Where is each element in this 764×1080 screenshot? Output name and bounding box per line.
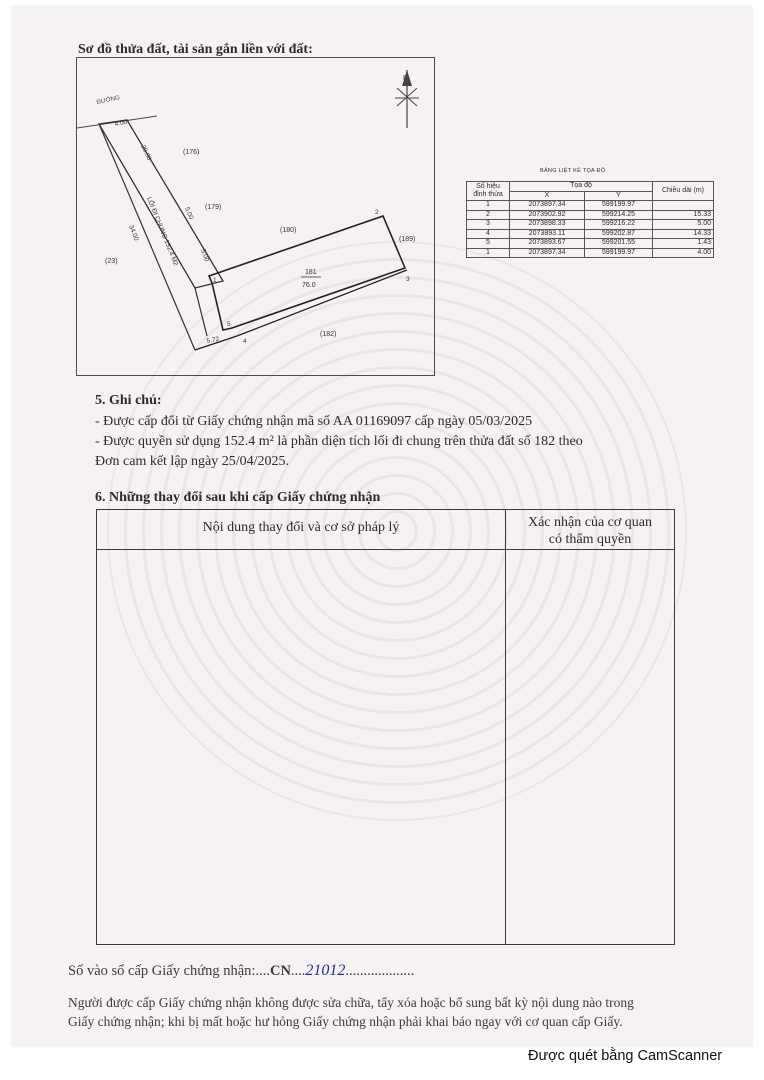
cell-x: 2073898.33 (510, 220, 585, 230)
coord-header-length: Chiều dài (m) (653, 182, 714, 201)
edge-side-length-2: 5.00 (183, 206, 195, 221)
edge-side-length-1: 20.00 (139, 143, 153, 162)
changes-header-content: Nội dung thay đổi và cơ sở pháp lý (202, 520, 400, 535)
compass-letter: B (403, 75, 408, 82)
coord-table (466, 181, 714, 258)
vertex-4: 4 (243, 338, 247, 345)
vertex-3: 3 (406, 276, 410, 283)
neighbor-179: (179) (205, 204, 222, 211)
road-label: ĐƯỜNG (96, 95, 121, 106)
neighbor-189: (189) (399, 236, 416, 243)
cell-y: 599199.97 (584, 201, 652, 211)
neighbor-180: (180) (280, 227, 297, 234)
coord-header-y: Y (584, 191, 652, 201)
changes-table (96, 509, 675, 945)
cell-y: 599202.87 (584, 229, 652, 239)
cell-length: 15.33 (653, 210, 714, 220)
cell-length: 4.00 (653, 248, 714, 258)
warning-line-1: Người được cấp Giấy chứng nhận không được sửa chữa, tẩy xóa hoặc bổ sung bất kỳ nội dung nào trong (68, 995, 634, 1010)
cell-point: 2 (467, 210, 510, 220)
cell-x: 2073893.67 (510, 239, 585, 249)
cell-length: 1.43 (653, 239, 714, 249)
changes-header-confirm-line-1: Xác nhận của cơ quan (527, 515, 652, 530)
table-row (467, 239, 714, 249)
edge-side-length-4: 34.00 (127, 224, 140, 242)
table-row (467, 229, 714, 239)
vertex-5: 5 (227, 321, 231, 328)
parcel-map-drawing (77, 58, 434, 375)
cell-length: 5.00 (653, 220, 714, 230)
parcel-map (76, 57, 435, 376)
cell-length (653, 201, 714, 211)
coord-header-x: X (510, 191, 585, 201)
cell-x: 2073897.34 (510, 201, 585, 211)
coord-header-coord: Tọa độ (510, 182, 653, 192)
note-line-1: - Được cấp đổi từ Giấy chứng nhận mã số AA 01169097 cấp ngày 05/03/2025 (95, 414, 533, 429)
cell-point: 1 (467, 248, 510, 258)
registry-label: Số vào sổ cấp Giấy chứng nhận:.... (68, 963, 270, 979)
scanner-watermark: Được quét bằng CamScanner (528, 1048, 723, 1064)
registry-code: CN (269, 963, 291, 979)
registry-dots-1: .... (290, 963, 306, 979)
cell-x: 2073893.11 (510, 229, 585, 239)
changes-title: 6. Những thay đổi sau khi cấp Giấy chứng nhận (95, 490, 381, 505)
table-row (467, 220, 714, 230)
vertex-2: 2 (375, 209, 379, 216)
neighbor-176: (176) (183, 149, 200, 156)
section-4-title: Sơ đồ thửa đất, tài sản gắn liền với đất: (78, 42, 313, 57)
cell-y: 599201.55 (584, 239, 652, 249)
registry-dots-2: ................... (345, 963, 415, 979)
cell-point: 5 (467, 239, 510, 249)
vertex-1: 1 (213, 277, 217, 284)
cell-y: 599199.97 (584, 248, 652, 258)
cell-point: 4 (467, 229, 510, 239)
edge-top-length: 4.00 (114, 118, 128, 128)
north-arrow-icon (395, 70, 419, 128)
cell-x: 2073902.92 (510, 210, 585, 220)
note-line-3: Đơn cam kết lập ngày 25/04/2025. (95, 454, 290, 469)
table-row (467, 248, 714, 258)
registry-line (68, 962, 414, 980)
path-label: LỐI ĐI CHUNG 152.4 M2 (145, 196, 180, 267)
coord-table-title: BẢNG LIỆT KÊ TỌA ĐỘ (540, 168, 606, 174)
cell-length: 14.33 (653, 229, 714, 239)
edge-side-length-3: 5.00 (199, 248, 211, 263)
parcel-number: 181 (305, 269, 317, 276)
cell-y: 599216.22 (584, 220, 652, 230)
parcel-area: 76.0 (302, 282, 316, 289)
edge-bottom-length: 5.72 (206, 335, 220, 345)
table-row (467, 210, 714, 220)
cell-x: 2073897.34 (510, 248, 585, 258)
table-row (467, 201, 714, 211)
cell-y: 599214.25 (584, 210, 652, 220)
note-line-2: - Được quyền sử dụng 152.4 m² là phần diện tích lối đi chung trên thửa đất số 182 theo (95, 434, 583, 449)
neighbor-23: (23) (105, 258, 118, 265)
cell-point: 1 (467, 201, 510, 211)
cell-point: 3 (467, 220, 510, 230)
warning-line-2: Giấy chứng nhận; khi bị mất hoặc hư hỏng Giấy chứng nhận phải khai báo ngay với cơ quan cấp Giấy. (68, 1014, 623, 1029)
coord-header-point: Số hiệu đỉnh thửa (467, 182, 510, 201)
changes-header-confirm-line-2: có thẩm quyền (548, 532, 632, 547)
notes-title: 5. Ghi chú: (95, 393, 162, 408)
registry-number: 21012 (305, 962, 346, 979)
neighbor-182: (182) (320, 331, 337, 338)
changes-header-confirm (506, 514, 674, 548)
